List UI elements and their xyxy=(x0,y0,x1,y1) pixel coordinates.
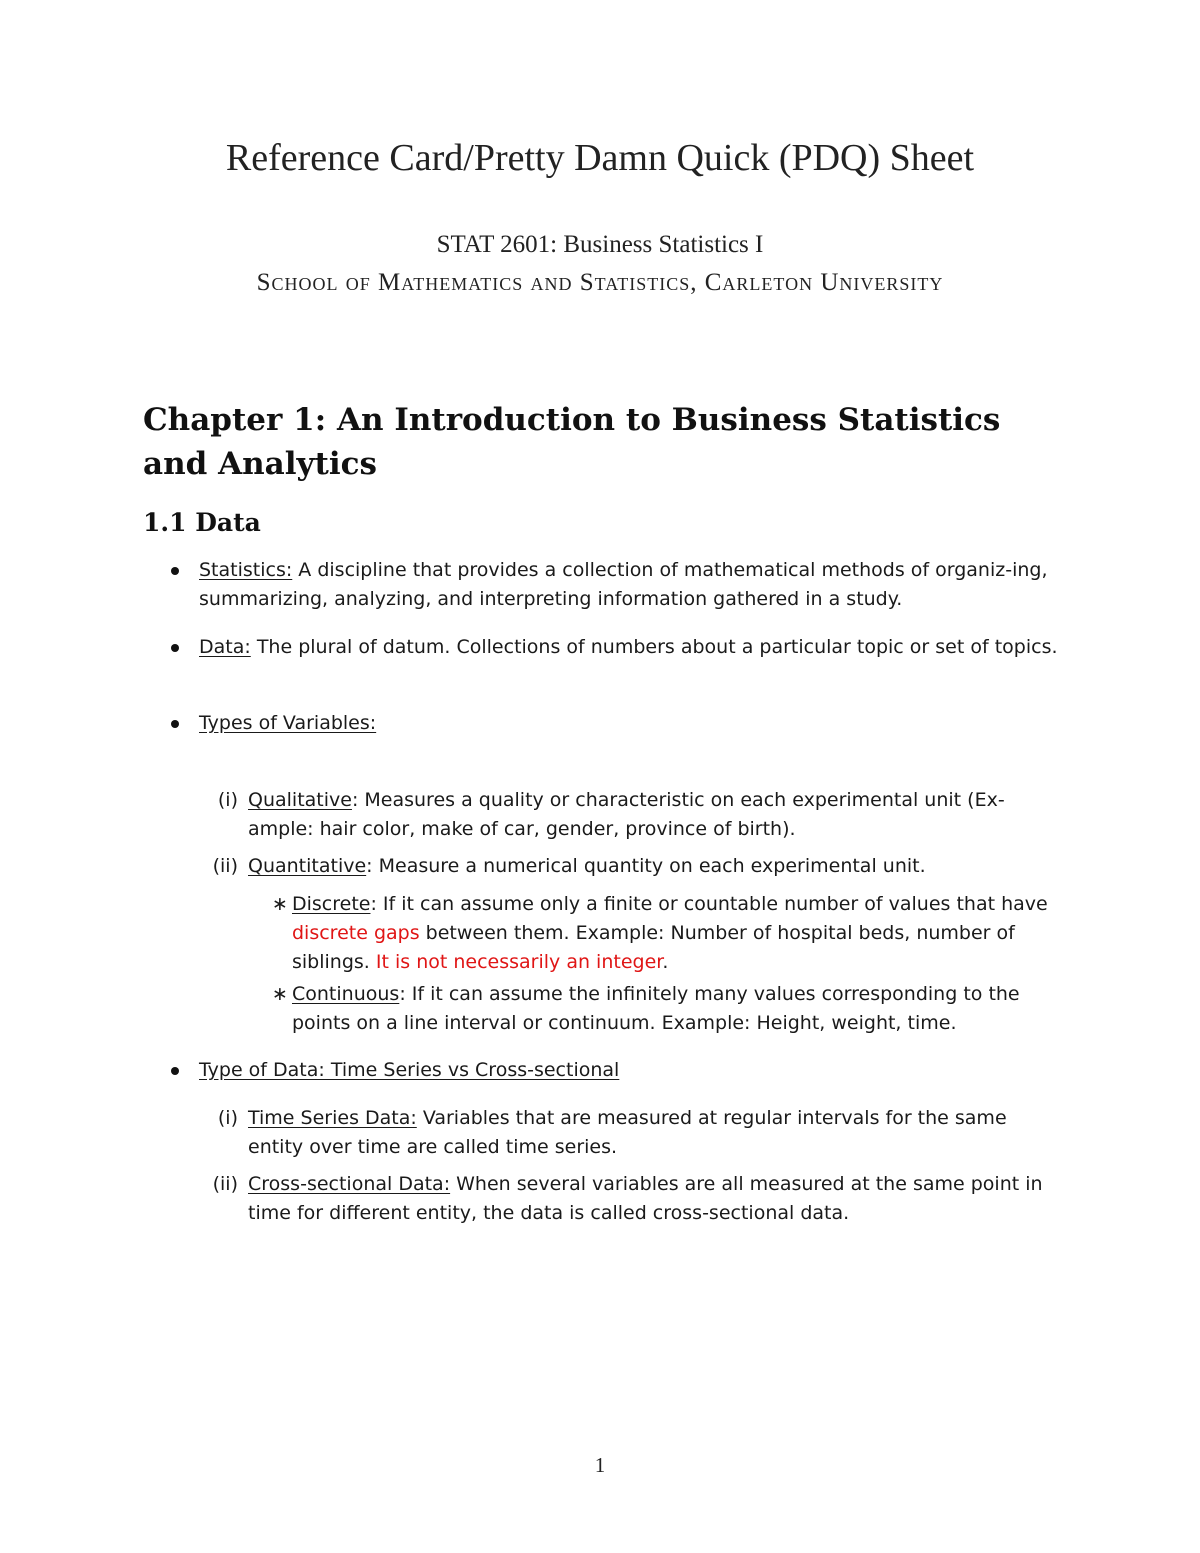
term-cross-sectional: Cross-sectional Data: xyxy=(248,1173,451,1195)
course-name: STAT 2601: Business Statistics I xyxy=(436,231,764,258)
asterisk-icon: ∗ xyxy=(272,893,288,915)
definition-cross-sectional: When several variables are all measured at the same point in time for different entity, the data is called cross-sectional data. xyxy=(248,1173,1043,1224)
bullet-icon xyxy=(171,1067,179,1075)
list-item-time-series xyxy=(217,1104,1060,1162)
definition-data: The plural of datum. Collections of numbers about a particular topic or set of topics. xyxy=(250,636,1058,658)
list-item-quantitative xyxy=(212,852,1060,881)
asterisk-icon: ∗ xyxy=(272,983,288,1005)
list-item-cross-sectional xyxy=(212,1170,1060,1228)
definition-statistics: A discipline that provides a collection of mathematical methods of organiz-ing, summarizing, analyzing, and interpreting information gathered in a study. xyxy=(199,559,1048,610)
bullet-type-of-data-content xyxy=(199,1056,1061,1085)
term-qualitative: Qualitative xyxy=(248,789,352,811)
note-not-integer: It is not necessarily an integer xyxy=(375,951,663,973)
sub-item-continuous xyxy=(272,980,1060,1038)
enum-label: (ii) xyxy=(212,1173,238,1195)
document-title: Reference Card/Pretty Damn Quick (PDQ) Sheet xyxy=(225,137,975,179)
bullet-statistics-content xyxy=(199,556,1061,614)
term-types-of-variables: Types of Variables: xyxy=(199,712,377,734)
bullet-icon xyxy=(171,644,179,652)
term-type-of-data: Type of Data: Time Series vs Cross-sectional xyxy=(199,1059,620,1081)
enum-label: (i) xyxy=(217,789,238,811)
chapter-heading: Chapter 1: An Introduction to Business Statistics and Analytics xyxy=(143,402,1001,482)
school-name: School of Mathematics and Statistics, Carleton University xyxy=(256,269,944,296)
bullet-types-of-variables-content xyxy=(199,709,1061,738)
term-data: Data: xyxy=(199,636,251,658)
page-number: 1 xyxy=(594,1453,606,1477)
enum-label: (ii) xyxy=(212,855,238,877)
term-quantitative: Quantitative xyxy=(248,855,367,877)
definition-discrete-a: : If it can assume only a finite or countable number of values that have xyxy=(370,893,1048,915)
definition-discrete-end: . xyxy=(662,951,669,973)
definition-quantitative: : Measure a numerical quantity on each experimental unit. xyxy=(366,855,926,877)
list-item-qualitative xyxy=(217,786,1060,844)
term-time-series: Time Series Data: xyxy=(248,1107,417,1129)
definition-time-series: Variables that are measured at regular intervals for the same entity over time are called time series. xyxy=(248,1107,1007,1158)
section-heading: 1.1 Data xyxy=(143,508,261,537)
bullet-icon xyxy=(171,567,179,575)
term-discrete: Discrete xyxy=(292,893,371,915)
enum-label: (i) xyxy=(217,1107,238,1129)
term-continuous: Continuous xyxy=(292,983,400,1005)
definition-qualitative: : Measures a quality or characteristic on each experimental unit (Ex-ample: hair color, make of car, gender, province of birth). xyxy=(248,789,1005,840)
highlight-discrete-gaps: discrete gaps xyxy=(292,922,420,944)
term-statistics: Statistics: xyxy=(199,559,293,581)
definition-continuous: : If it can assume the infinitely many values corresponding to the points on a line interval or continuum. Example: Height, weight, time. xyxy=(292,983,1020,1034)
bullet-icon xyxy=(171,720,179,728)
sub-item-discrete xyxy=(272,890,1060,977)
definition-discrete-b: between them. Example: Number of hospital beds, number of siblings. xyxy=(292,922,1015,973)
bullet-data-content xyxy=(199,633,1061,662)
